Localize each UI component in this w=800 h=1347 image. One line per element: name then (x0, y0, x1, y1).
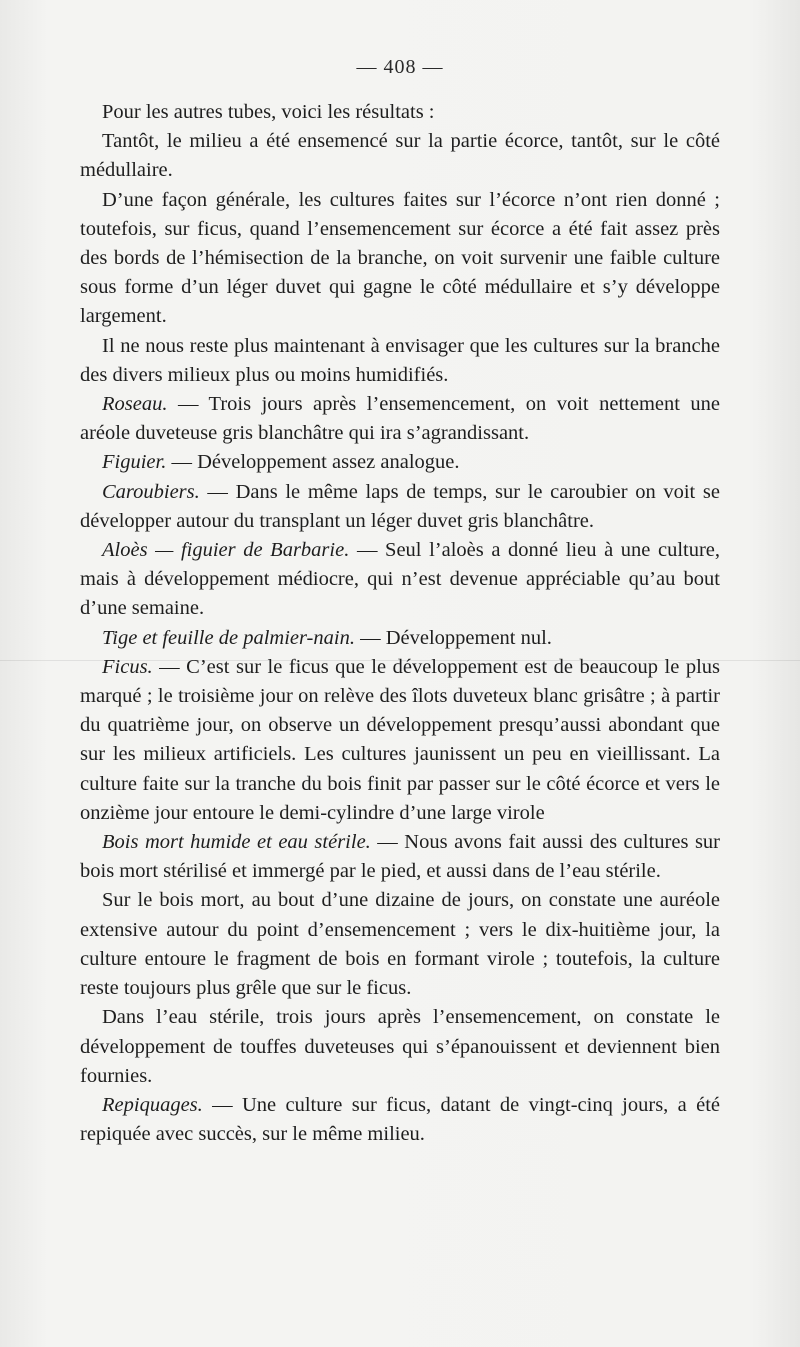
page-number: — 408 — (356, 56, 444, 78)
paragraph-lead: Roseau. (102, 393, 168, 416)
paragraph-text: Tantôt, le milieu a été ensemencé sur la partie écorce, tantôt, sur le côté médullaire. (80, 130, 720, 182)
paragraph (80, 653, 720, 828)
paragraph-text: — Développement nul. (354, 626, 552, 649)
paragraph (80, 127, 720, 185)
paragraph-text: — Nous avons fait aussi des cultures sur bois mort stérilisé et immergé par le pied, et aussi dans de l’eau stérile. (80, 831, 721, 883)
paragraph-text: — Développement assez analogue. (166, 451, 460, 474)
paragraph (80, 624, 720, 653)
body-text (80, 98, 720, 1149)
paragraph-text: — C’est sur le ficus que le développement est de beaucoup le plus marqué ; le troisième jour on relève des îlots duveteux blanc grisâtre ; à partir du quatrième jour, on observe un développement presqu’aussi abondant que sur les milieux artificiels. Les cultures jaunissent un peu en vieillissant. La culture faite sur la tranche du bois finit par passer sur le côté écorce et vers le onzième jour entoure le demi-cylindre d’une large virole (80, 655, 720, 824)
paragraph (80, 886, 720, 1003)
paragraph-text: Dans l’eau stérile, trois jours après l’ensemencement, on constate le développement de touffes duveteuses qui s’épanouissent et deviennent bien fournies. (80, 1006, 720, 1087)
paragraph (80, 98, 720, 127)
paragraph (80, 478, 720, 536)
paragraph (80, 1003, 720, 1091)
paragraph-text: — Une culture sur ficus, datant de vingt-cinq jours, a été repiquée avec succès, sur le même milieu. (80, 1093, 720, 1146)
paragraph-lead: Tige et feuille de palmier-nain. (102, 626, 355, 649)
paragraph-text: — Dans le même laps de temps, sur le caroubier on voit se développer autour du transplant un léger duvet gris blanchâtre. (80, 480, 720, 532)
paragraph (80, 186, 720, 332)
paragraph-lead: Figuier. (102, 451, 167, 474)
paragraph (80, 536, 720, 624)
paragraph-text: Pour les autres tubes, voici les résultats : (102, 101, 435, 123)
paragraph-lead: Repiquages. (102, 1093, 203, 1116)
paragraph-lead: Ficus. (102, 655, 153, 678)
paragraph (80, 828, 720, 886)
paragraph (80, 448, 720, 477)
paragraph-text: D’une façon générale, les cultures faites sur l’écorce n’ont rien donné ; toutefois, sur ficus, quand l’ensemencement sur écorce a été fait assez près des bords de l’hémisection de la branche, on voit survenir une faible culture sous forme d’un léger duvet qui gagne le côté médullaire et s’y développe largement. (80, 188, 720, 328)
paragraph (80, 390, 720, 448)
paragraph-text: Sur le bois mort, au bout d’une dizaine de jours, on constate une auréole extensive autour du point d’ensemencement ; vers le dix-huitième jour, la culture entoure le fragment de bois en formant virole ; toutefois, la culture reste toujours plus grêle que sur le ficus. (80, 889, 720, 1000)
paragraph-text: — Seul l’aloès a donné lieu à une culture, mais à développement médiocre, qui n’est devenue appréciable qu’au bout d’une semaine. (80, 539, 721, 620)
paragraph-lead: Aloès — figuier de Barbarie. (102, 539, 350, 562)
paragraph-lead: Bois mort humide et eau stérile. (102, 831, 371, 854)
paragraph (80, 332, 720, 390)
paragraph-text: — Trois jours après l’ensemencement, on voit nettement une aréole duveteuse gris blanchâtre qui ira s’agrandissant. (80, 393, 720, 445)
paragraph-lead: Caroubiers. (102, 480, 200, 503)
paragraph-text: Il ne nous reste plus maintenant à envisager que les cultures sur la branche des divers milieux plus ou moins humidifiés. (80, 334, 720, 386)
paragraph (80, 1091, 720, 1149)
